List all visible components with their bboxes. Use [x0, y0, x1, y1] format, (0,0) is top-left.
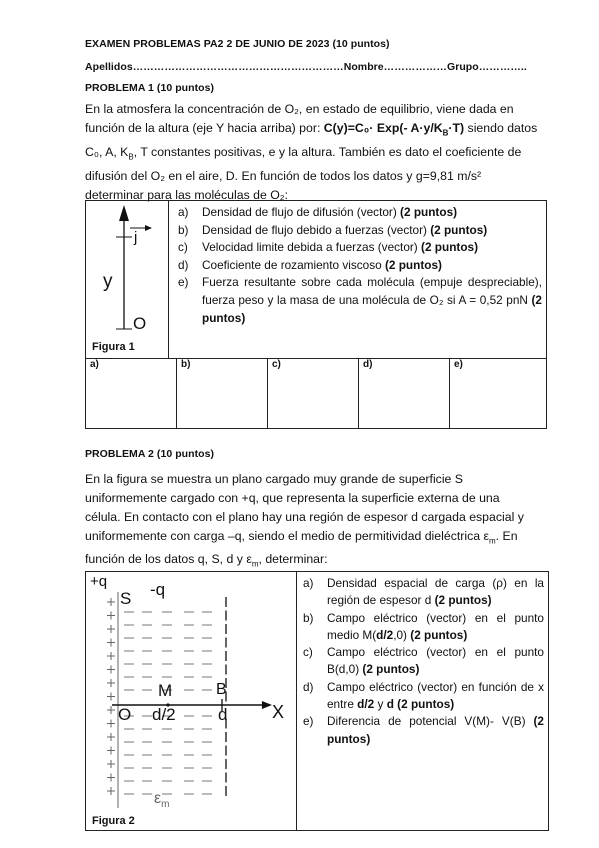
p1-question-a: a) Densidad de flujo de difusión (vector) (2 puntos)	[178, 205, 458, 219]
exam-title: EXAMEN PROBLEMAS PA2 2 DE JUNIO DE 2023 (10 puntos)	[85, 38, 390, 50]
unit-vector-j-label: j	[134, 229, 138, 246]
minus-q-label: -q	[150, 580, 166, 599]
origin-label: O	[133, 314, 147, 333]
figure-2-diagram	[86, 572, 296, 830]
origin-o-label: O	[118, 705, 132, 724]
p1-question-c: c) Velocidad limite debida a fuerzas (vector) (2 puntos)	[178, 240, 479, 255]
problem-2-title: PROBLEMA 2 (10 puntos)	[85, 448, 215, 460]
figure-1-caption: Figura 1	[92, 341, 135, 353]
p1-line-2: función de la altura (eje Y hacia arriba) por: C(y)=C₀· Exp(- $A\cdot y/K_B\cdot T$) siendo datos	[85, 121, 538, 138]
p2-question-b: b) Campo eléctrico (vector) en el punto medio M(d/2,0) (2 puntos)	[303, 610, 544, 642]
figure-1-diagram	[86, 201, 168, 358]
p1-line-1: En la atmosfera la concentración de O₂, en estado de equilibrio, viene dada en	[85, 102, 514, 116]
permittivity-label: $\varepsilon_m$	[154, 790, 170, 811]
surface-s-label: S	[120, 589, 132, 608]
plus-q-label: +q	[90, 573, 108, 590]
problem-1-box	[85, 200, 547, 429]
p2-line-3: célula. En contacto con el plano hay una región de espesor d cargada espacial y	[85, 510, 524, 524]
answer-cell-a[interactable]: a)	[86, 358, 177, 429]
answer-cell-c[interactable]: c)	[268, 358, 359, 429]
problem-1-title: PROBLEMA 1 (10 puntos)	[85, 82, 215, 94]
p2-line-2: uniformemente cargado con +q, que representa la superficie externa de una	[85, 491, 500, 505]
answer-cell-b[interactable]: b)	[177, 358, 268, 429]
problem-2-questions	[303, 575, 544, 748]
p1-question-d: d) Coeficiente de rozamiento viscoso (2 puntos)	[178, 257, 442, 272]
p2-question-e: e) Diferencia de potencial V(M)- V(B) (2 puntos)	[303, 714, 544, 746]
half-d-label: d/2	[152, 705, 176, 724]
d-label: d	[218, 705, 228, 724]
figure-2-caption: Figura 2	[92, 815, 135, 827]
problem-1-questions	[178, 204, 542, 327]
p2-line-1: En la figura se muestra un plano cargado muy grande de superficie S	[85, 472, 464, 486]
p1-line-3: C₀, A, $K_B$, T constantes positivas, e y la altura. También es dato el coeficiente de	[85, 145, 522, 162]
p2-line-4: uniformemente con carga –q, siendo el medio de permitividad dieléctrica $\varepsilon_m$. En	[85, 529, 518, 546]
problem-1-statement	[85, 100, 543, 205]
problem-2-box	[85, 571, 549, 831]
student-info-line: Apellidos……………………………………………………Nombre………………Grupo…………..	[85, 61, 527, 73]
point-b-label: B	[216, 681, 227, 698]
p1-line-4: difusión del O₂ en el aire, D. En función de todos los datos y g=9,81 m/s²	[85, 168, 482, 183]
p1-line-5: determinar para las moléculas de O₂:	[85, 188, 288, 203]
p1-question-e: e) Fuerza resultante sobre cada molécula (empuje despreciable), fuerza peso y la masa de una molécula de O₂ si A = 0,52 pnN (2 puntos)	[178, 275, 542, 325]
problem-2-statement	[85, 470, 543, 574]
point-m-label: M	[158, 681, 173, 700]
p2-question-a: a) Densidad espacial de carga (ρ) en la región de espesor d (2 puntos)	[303, 576, 544, 608]
answer-cell-d[interactable]: d)	[359, 358, 450, 429]
p2-line-5: función de los datos q, S, d y $\varepsilon_m$, determinar:	[85, 552, 328, 569]
p2-question-d: d) Campo eléctrico (vector) en función de x entre d/2 y d (2 puntos)	[303, 679, 544, 712]
x-axis-label: X	[272, 702, 285, 722]
answer-cell-e[interactable]: e)	[454, 359, 463, 370]
p2-question-c: c) Campo eléctrico (vector) en el punto B(d,0) (2 puntos)	[303, 645, 544, 677]
y-axis-label: y	[103, 271, 113, 292]
p1-question-b: b) Densidad de flujo debido a fuerzas (vector) (2 puntos)	[178, 222, 488, 237]
